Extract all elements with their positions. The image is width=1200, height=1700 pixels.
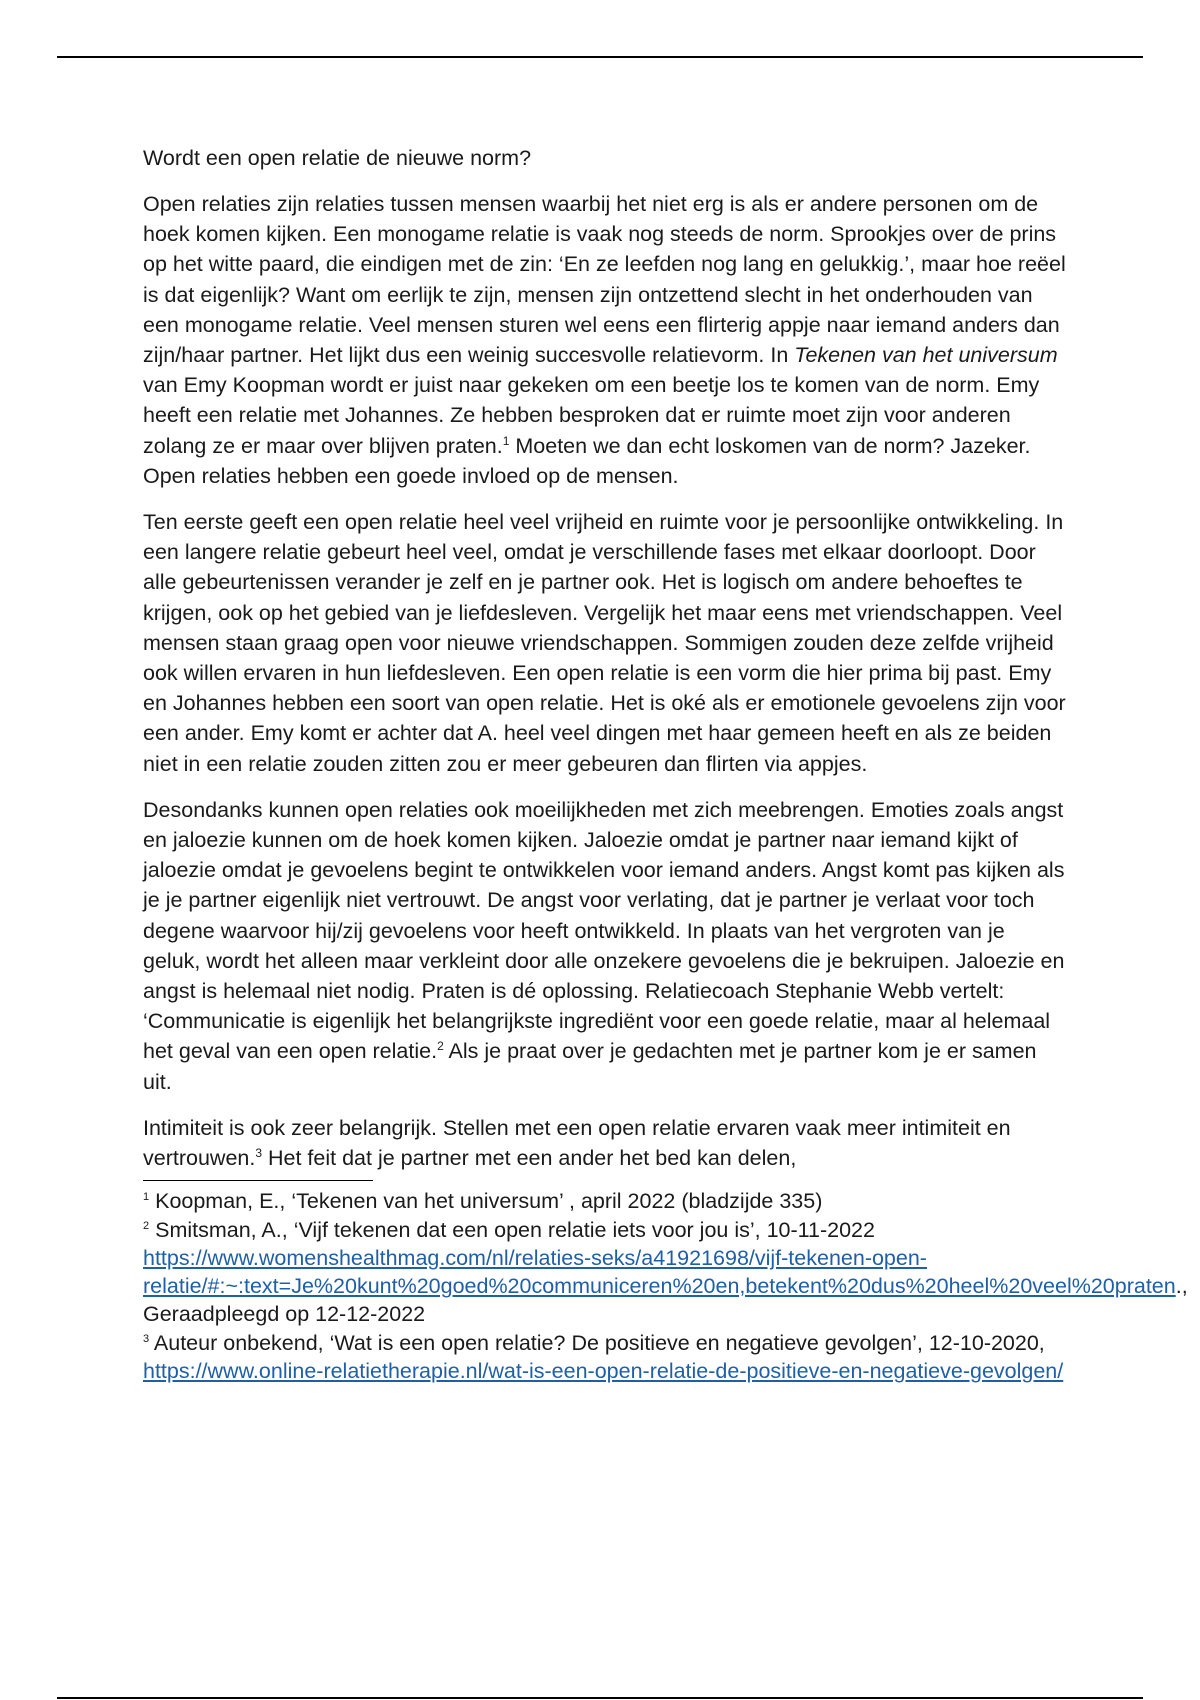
paragraph-difficulties-text-1: Desondanks kunnen open relaties ook moeilijkheden met zich meebrengen. Emoties zoals angst en jaloezie kunnen om de hoek komen kijken. Jaloezie omdat je partner naar iemand kijkt of jaloezie omdat je gevoelens begint te ontwikkelen voor iemand anders. Angst komt pas kijken als je je partner eigenlijk niet vertrouwt. De angst voor verlating, dat je partner je verlaat voor toch degene waarvoor hij/zij gevoelens voor heeft ontwikkeld. In plaats van het vergroten van je geluk, wordt het alleen maar verkleint door alle onzekere gevoelens die je bekruipen. Jaloezie en angst is helemaal niet nodig. Praten is dé oplossing. Relatiecoach Stephanie Webb vertelt: ‘Communicatie is eigenlijk het belangrijkste ingrediënt voor een goede relatie, maar al helemaal het geval van een open relatie. bbox=[143, 797, 1065, 1064]
footnote-2 bbox=[143, 1216, 1188, 1329]
paragraph-difficulties-text-2: Als je praat over je gedachten met je partner kom je er samen uit. bbox=[143, 1039, 1037, 1094]
paragraph-freedom: Ten eerste geeft een open relatie heel veel vrijheid en ruimte voor je persoonlijke ontwikkeling. In een langere relatie gebeurt heel veel, omdat je verschillende fases met elkaar doorloopt. Door alle gebeurtenissen verander je zelf en je partner ook. Het is logisch om andere behoeftes te krijgen, ook op het gebied van je liefdesleven. Vergelijk het maar eens met vriendschappen. Veel mensen staan graag open voor nieuwe vriendschappen. Sommigen zouden deze zelfde vrijheid ook willen ervaren in hun liefdesleven. Een open relatie is een vorm die hier prima bij past. Emy en Johannes hebben een soort van open relatie. Het is oké als er emotionele gevoelens zijn voor een ander. Emy komt er achter dat A. heel veel dingen met haar gemeen heeft en als ze beiden niet in een relatie zouden zitten zou er meer gebeuren dan flirten via appjes. bbox=[143, 510, 1066, 776]
footnote-3 bbox=[143, 1329, 1068, 1386]
paragraph-intimacy-text-2: Het feit dat je partner met een ander het bed kan delen, bbox=[262, 1146, 797, 1171]
footnote-3-text: Auteur onbekend, ‘Wat is een open relatie? De positieve en negatieve gevolgen’, 12-10-2020, bbox=[149, 1330, 1045, 1355]
footnote-3-link[interactable]: https://www.online-relatietherapie.nl/wat-is-een-open-relatie-de-positieve-en-negatieve-gevolgen/ bbox=[143, 1359, 1064, 1384]
paragraph-intimacy-text-1: Intimiteit is ook zeer belangrijk. Stellen met een open relatie ervaren vaak meer intimiteit en vertrouwen. bbox=[143, 1115, 1011, 1171]
footnote-2-link[interactable]: https://www.womenshealthmag.com/nl/relaties-seks/a41921698/vijf-tekenen-open-relatie/#:~:text=Je%20kunt%20goed%20communiceren%20en,betekent%20dus%20heel%20veel%20praten bbox=[143, 1245, 1176, 1299]
footnote-separator bbox=[143, 1180, 373, 1181]
footnote-ref-3: 3 bbox=[255, 1145, 263, 1160]
footnote-number-3: 3 bbox=[143, 1332, 150, 1345]
footnotes bbox=[143, 1187, 1188, 1385]
header-rule bbox=[57, 56, 1143, 58]
book-title: Tekenen van het universum bbox=[794, 343, 1058, 368]
paragraph-intro-text-3: Moeten we dan echt loskomen van de norm? Jazeker. Open relaties hebben een goede invloed op de mensen. bbox=[143, 433, 1031, 488]
paragraph-intro-text-2: van Emy Koopman wordt er juist naar gekeken om een beetje los te komen van de norm. Emy heeft een relatie met Johannes. Ze hebben besproken dat er ruimte moet zijn voor anderen zolang ze er maar over blijven praten. bbox=[143, 373, 1040, 458]
footer-rule bbox=[57, 1697, 1143, 1699]
footnote-number-1: 1 bbox=[143, 1191, 150, 1204]
footnote-ref-1: 1 bbox=[502, 433, 510, 448]
footnote-ref-2: 2 bbox=[437, 1039, 444, 1054]
paragraph-intro-text-1: Open relaties zijn relaties tussen mensen waarbij het niet erg is als er andere personen om de hoek komen kijken. Een monogame relatie is vaak nog steeds de norm. Sprookjes over de prins op het witte paard, die eindigen met de zin: ‘En ze leefden nog lang en gelukkig.’, maar hoe reëel is dat eigenlijk? Want om eerlijk te zijn, mensen zijn ontzettend slecht in het onderhouden van een monogame relatie. Veel mensen sturen wel eens een flirterig appje naar iemand anders dan zijn/haar partner. Het lijkt dus een weinig succesvolle relatievorm. In bbox=[143, 192, 1066, 368]
paragraph-intimacy bbox=[143, 1113, 1068, 1173]
footnote-2-text: Smitsman, A., ‘Vijf tekenen dat een open relatie iets voor jou is’, 10-11-2022 bbox=[149, 1217, 875, 1242]
document-body bbox=[143, 143, 1188, 1385]
document-title: Wordt een open relatie de nieuwe norm? bbox=[143, 146, 532, 170]
footnote-2-after: ., Geraadpleegd op 12-12-2022 bbox=[143, 1274, 1188, 1327]
paragraph-intro bbox=[143, 189, 1068, 491]
paragraph-difficulties bbox=[143, 795, 1068, 1097]
footnote-number-2: 2 bbox=[143, 1219, 150, 1232]
footnote-1-text: Koopman, E., ‘Tekenen van het universum’ , april 2022 (bladzijde 335) bbox=[149, 1189, 823, 1214]
footnote-1 bbox=[143, 1187, 1068, 1215]
